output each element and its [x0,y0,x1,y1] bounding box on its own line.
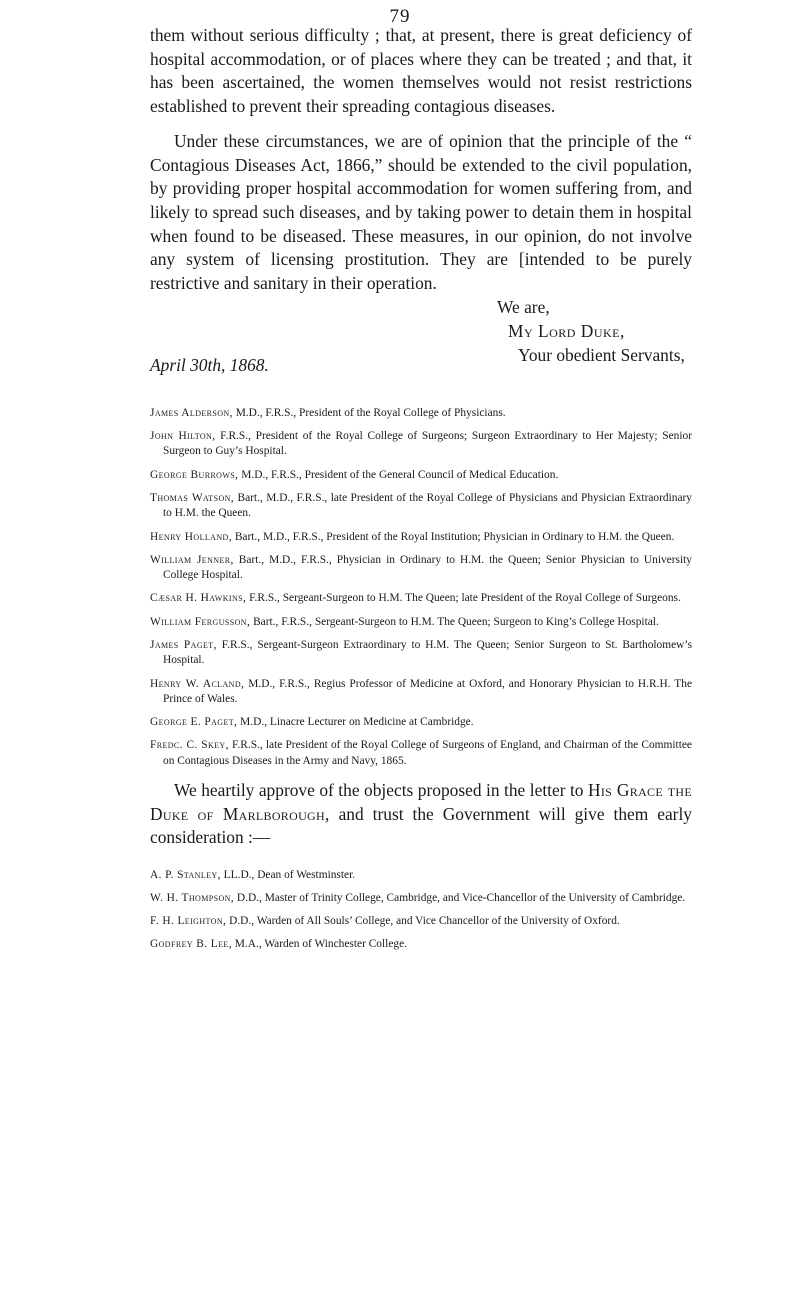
body-paragraph-continued: them without serious difficulty ; that, at present, there is great deficiency of hospital accommodation, or of places where they can be treated ; and that, it has been ascertained, the women themselves would not resist restrictions established to prevent their spreading contagious diseases. [150,25,692,117]
approver-entry [150,868,692,883]
signatory-name: George Burrows, [150,468,239,481]
signatory-entry [150,591,692,606]
signatory-entry [150,615,692,630]
signatory-list [150,406,692,769]
signatory-name: James Paget, [150,639,217,651]
approver-name: W. H. Thompson, [150,891,235,904]
signatory-name: William Fergusson, [150,615,251,628]
signatory-title: M.D., F.R.S., Regius Professor of Medicine at Oxford, and Honorary Physician to H.R.H. The Prince of Wales. [163,677,692,705]
signatory-title: F.R.S., Sergeant-Surgeon to H.M. The Queen; late President of the Royal College of Surgeons. [246,592,681,605]
signatory-entry [150,468,692,483]
signatory-entry [150,738,692,769]
approval-paragraph [150,779,692,850]
signatory-title: Bart., M.D., F.R.S., Physician in Ordinary to H.M. the Queen; Senior Physician to University College Hospital. [163,553,692,582]
signatory-name: Henry Holland, [150,530,232,543]
approver-title: LL.D., Dean of Westminster. [220,868,356,881]
closing-we-are: We are, [497,296,550,317]
signatory-title: F.R.S., President of the Royal College of Surgeons; Surgeon Extraordinary to Her Majesty; Senior Surgeon to Guy’s Hospital. [163,430,692,458]
signatory-title: M.D., F.R.S., President of the General Council of Medical Education. [238,468,559,481]
page-content [150,24,692,961]
signatory-title: Bart., M.D., F.R.S., President of the Royal Institution; Physician in Ordinary to H.M. the Queen. [231,530,675,543]
approval-text-before: We heartily approve of the objects proposed in the letter to [174,780,588,801]
signatory-entry [150,429,692,460]
approver-entry [150,891,692,906]
approver-title: D.D., Warden of All Souls’ College, and Vice Chancellor of the University of Oxford. [226,915,620,928]
letter-date: April 30th, 1868. [150,354,269,375]
signatory-title: M.D., Linacre Lecturer on Medicine at Cambridge. [237,716,474,729]
signatory-name: Henry W. Acland, [150,677,245,690]
signatory-name: Cæsar H. Hawkins, [150,592,247,605]
signatory-entry [150,677,692,708]
closing-addressee: My Lord Duke, [508,320,625,341]
approver-title: D.D., Master of Trinity College, Cambridge, and Vice-Chancellor of the University of Cambridge. [234,891,686,904]
signatory-entry [150,530,692,545]
approver-title: M.A., Warden of Winchester College. [231,938,407,951]
letter-closing [150,296,692,374]
signatory-entry [150,491,692,522]
signatory-name: William Jenner, [150,553,234,566]
signatory-entry [150,553,692,584]
approver-entry [150,937,692,952]
signatory-title: F.R.S., late President of the Royal College of Surgeons of England, and Chairman of the Committee on Contagious Diseases in the Army and Navy, 1865. [163,739,692,767]
signatory-entry [150,638,692,669]
approver-entry [150,914,692,929]
signatory-title: F.R.S., Sergeant-Surgeon Extraordinary to H.M. The Queen; Senior Surgeon to St. Bartholomew’s Hospital. [163,639,692,667]
signatory-title: Bart., F.R.S., Sergeant-Surgeon to H.M. The Queen; Surgeon to King’s College Hospital. [250,615,659,628]
approval-text-after: and trust the Government will give them early consideration :— [150,803,692,848]
signatory-title: Bart., M.D., F.R.S., late President of the Royal College of Physicians and Physician Extraordinary to H.M. the Queen. [163,491,692,520]
signatory-title: M.D., F.R.S., President of the Royal College of Physicians. [232,406,506,419]
signatory-name: Thomas Watson, [150,491,235,504]
signatory-name: Fredc. C. Skey, [150,739,229,752]
closing-servants: Your obedient Servants, [518,344,685,365]
signatory-entry [150,406,692,421]
signatory-name: James Alderson, [150,406,233,419]
approver-name: A. P. Stanley, [150,868,221,881]
approval-addressee: His Grace the Duke of Marlborough, [150,780,692,824]
signatory-name: John Hilton, [150,430,216,443]
page-number: 79 [389,6,411,27]
approver-name: F. H. Leighton, [150,915,227,928]
approver-list [150,868,692,953]
signatory-entry [150,715,692,730]
signatory-name: George E. Paget, [150,716,238,729]
body-paragraph-recommendation: Under these circumstances, we are of opinion that the principle of the “ Contagious Diseases Act, 1866,” should be extended to the civil population, by providing proper hospital accommodation for women suffering from, and likely to spread such diseases, and by taking power to detain them in hospital when found to be diseased. These measures, in our opinion, do not involve any system of licensing prostitution. They are [intended to be purely restrictive and sanitary in their operation. [150,130,692,294]
approver-name: Godfrey B. Lee, [150,938,232,951]
